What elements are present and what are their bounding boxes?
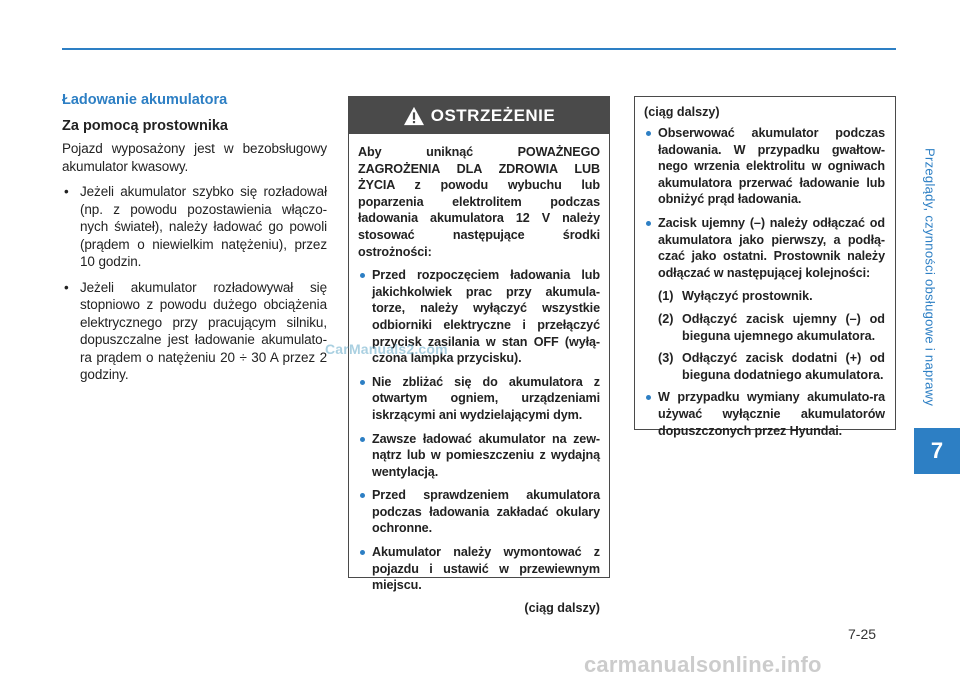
step-text: Wyłączyć prostownik. bbox=[682, 289, 813, 304]
chapter-side-label bbox=[906, 132, 954, 422]
warning-triangle-icon bbox=[403, 106, 425, 126]
subsection-title: Za pomocą prostownika bbox=[62, 118, 228, 134]
list-item: Zacisk ujemny (–) należy odłączać od akumulatora jako pierwszy, a podłą-czać jako ostatni. Prostownik należy odłączać w następującej kolejności: bbox=[644, 215, 885, 281]
list-item: Akumulator należy wymontować z pojazdu i ustawić w przewiewnym miejscu. bbox=[358, 544, 600, 594]
watermark-middle: CarManuals2.com bbox=[325, 341, 448, 357]
continued-list-end bbox=[644, 389, 885, 439]
step-number: (3) bbox=[658, 351, 674, 366]
step-item bbox=[658, 311, 885, 344]
continued-list bbox=[644, 125, 885, 281]
list-item: Obserwować akumulator podczas ładowania. W przypadku gwałtow-nego wrzenia elektrolitu w ogniwach akumulatora przerwać ładowanie lub obniżyć prąd ładowania. bbox=[644, 125, 885, 208]
list-item: W przypadku wymiany akumulato-ra używać wyłącznie akumulatorów dopuszczonych przez Hyundai. bbox=[644, 389, 885, 439]
list-item: • Jeżeli akumulator szybko się rozładował (np. z powodu pozostawienia włączo-nych świateł), należy ładować go powoli (prądem o niewielkim natężeniu), przez 10 godzin. bbox=[62, 183, 327, 271]
warning-header bbox=[349, 97, 609, 134]
main-column bbox=[62, 92, 327, 392]
chapter-title-vertical: Przeglądy, czynności obsługowe i naprawy bbox=[922, 147, 938, 407]
charging-list bbox=[62, 183, 327, 384]
warning-body bbox=[349, 134, 609, 615]
warning-intro: Aby uniknąć POWAŻNEGO ZAGROŻENIA DLA ZDROWIA LUB ŻYCIA z powodu wybuchu lub poparzenia elektrolitem podczas ładowania akumulatora 12 V należy stosować następujące środki ostrożności: bbox=[358, 145, 600, 259]
intro-paragraph: Pojazd wyposażony jest w bezobsługowy akumulator kwasowy. bbox=[62, 141, 327, 174]
warning-title: OSTRZEŻENIE bbox=[430, 105, 556, 125]
step-item bbox=[658, 350, 885, 383]
continued-note: (ciąg dalszy) bbox=[524, 600, 600, 615]
warning-box bbox=[348, 96, 610, 615]
step-number: (2) bbox=[658, 311, 674, 326]
list-item: Przed sprawdzeniem akumulatora podczas ładowania zakładać okulary ochronne. bbox=[358, 487, 600, 537]
warning-list bbox=[358, 267, 600, 594]
continued-heading: (ciąg dalszy) bbox=[644, 105, 720, 119]
list-item: Nie zbliżać się do akumulatora z otwartym ogniem, urządzeniami iskrzącymi ani wydzielającymi dym. bbox=[358, 374, 600, 424]
step-number: (1) bbox=[658, 289, 674, 304]
section-title: Ładowanie akumulatora bbox=[62, 92, 228, 108]
step-text: Odłączyć zacisk dodatni (+) od bieguna dodatniego akumulatora. bbox=[682, 351, 885, 382]
list-item: Przed rozpoczęciem ładowania lub jakichkolwiek prac przy akumula-torze, należy wyłączyć wszystkie odbiorniki elektryczne i przełączyć przycisk zasilania w stan OFF (wyłą-czona lampka przycisku). bbox=[358, 267, 600, 367]
list-item: • Jeżeli akumulator rozładowywał się stopniowo z powodu dużego obciążenia elektrycznego przy pracującym silniku, dopuszczalne jest ładowanie akumulato-ra prądem o natężeniu 20 ÷ 30 A przez 2 godziny. bbox=[62, 279, 327, 384]
disconnect-steps bbox=[644, 288, 885, 383]
chapter-number-tab: 7 bbox=[914, 428, 960, 474]
page-number: 7-25 bbox=[848, 626, 877, 642]
watermark-bottom: carmanualsonline.info bbox=[584, 652, 822, 677]
step-item bbox=[658, 288, 885, 305]
continued-box bbox=[634, 96, 896, 438]
top-rule bbox=[62, 48, 896, 50]
list-item: Zawsze ładować akumulator na zew-nątrz lub w pomieszczeniu z wydajną wentylacją. bbox=[358, 431, 600, 481]
step-text: Odłączyć zacisk ujemny (–) od bieguna ujemnego akumulatora. bbox=[682, 311, 885, 343]
